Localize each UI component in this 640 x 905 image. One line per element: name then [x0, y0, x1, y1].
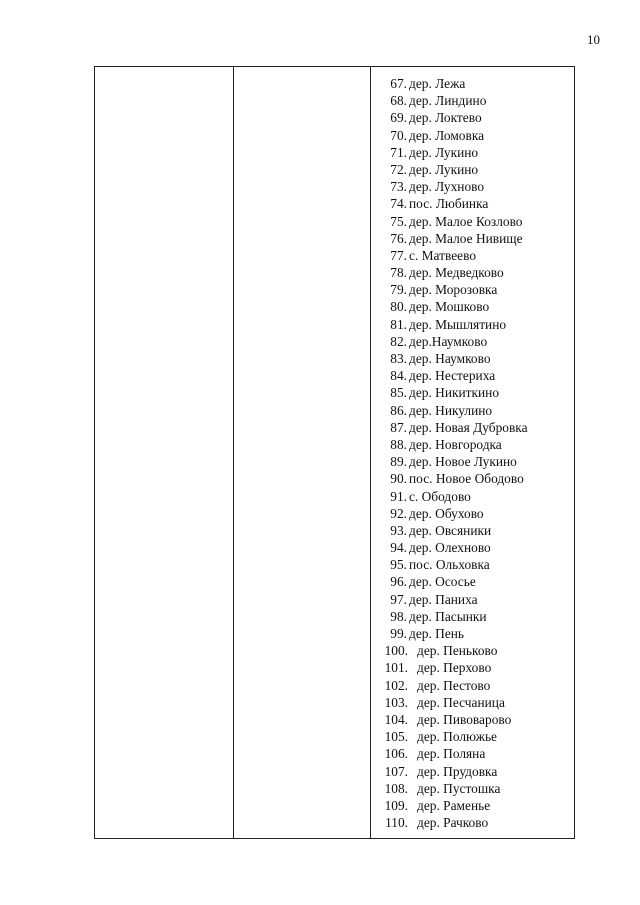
settlement-name: дер. Морозовка [409, 282, 498, 298]
settlement-list [371, 75, 574, 831]
column-divider [233, 67, 234, 838]
settlement-name: дер. Локтево [409, 110, 482, 126]
settlement-name: дер. Новое Лукино [409, 454, 517, 470]
item-number: 93. [390, 522, 407, 538]
settlement-name: дер. Новая Дубровка [409, 419, 528, 435]
settlement-name: дер. Обухово [409, 505, 484, 521]
list-item [371, 711, 574, 728]
settlements-table [94, 66, 575, 839]
list-item [371, 384, 574, 401]
settlement-name: дер. Никиткино [409, 385, 500, 401]
list-item [371, 109, 574, 126]
item-number: 96. [390, 574, 407, 590]
item-number: 81. [390, 316, 407, 332]
list-item [371, 195, 574, 212]
table-cell-empty-second-column [234, 67, 370, 838]
list-item [371, 728, 574, 745]
settlement-name: дер. Олехново [409, 540, 491, 556]
list-item [371, 522, 574, 539]
item-number: 83. [390, 351, 407, 366]
settlement-name: дер. Ососье [409, 574, 476, 590]
list-item [371, 161, 574, 178]
list-item [371, 694, 574, 711]
settlement-name: дер. Пивоварово [417, 711, 512, 727]
list-item [371, 264, 574, 281]
item-number: 74. [390, 196, 407, 212]
settlement-name: дер. Ломовка [409, 127, 485, 143]
item-number: 82. [390, 333, 407, 349]
item-number: 84. [390, 368, 407, 384]
item-number: 108. [384, 780, 408, 796]
settlement-name: дер. Никулино [409, 402, 493, 418]
list-item [371, 453, 574, 470]
settlement-name: пос. Ольховка [409, 557, 490, 573]
list-item [371, 436, 574, 453]
settlement-name: с. Матвеево [409, 247, 477, 263]
list-item [371, 230, 574, 247]
settlement-name: дер. Малое Козлово [409, 213, 523, 229]
list-item [371, 316, 574, 333]
list-item [371, 625, 574, 642]
settlement-name: дер. Пеньково [417, 643, 498, 659]
settlement-name: дер.Наумково [409, 333, 488, 349]
settlement-name: дер. Полюжье [417, 729, 497, 745]
settlement-name: дер. Лухново [409, 179, 485, 195]
item-number: 76. [390, 230, 407, 246]
settlement-name: дер. Овсяники [409, 522, 492, 538]
list-item [371, 505, 574, 522]
list-item [371, 573, 574, 590]
list-item [371, 144, 574, 161]
item-number: 105. [384, 729, 408, 745]
settlement-name: дер. Пень [409, 626, 465, 641]
list-item [371, 350, 574, 367]
list-item [371, 333, 574, 350]
settlement-name: дер. Пустошка [417, 780, 501, 796]
settlement-name: дер. Малое Нивище [409, 230, 523, 246]
item-number: 110. [385, 815, 408, 831]
item-number: 99. [390, 626, 407, 641]
settlement-name: дер. Мошково [409, 299, 490, 315]
settlement-name: дер. Лукино [409, 144, 479, 160]
settlement-name: дер. Новгородка [409, 436, 502, 452]
item-number: 71. [390, 144, 407, 160]
list-item [371, 677, 574, 694]
item-number: 70. [390, 127, 407, 143]
item-number: 106. [384, 746, 408, 762]
item-number: 80. [390, 299, 407, 315]
list-item [371, 92, 574, 109]
settlement-name: дер. Лежа [409, 76, 466, 91]
item-number: 102. [384, 677, 408, 693]
item-number: 77. [390, 247, 407, 263]
settlement-name: дер. Раменье [417, 797, 491, 813]
item-number: 104. [384, 711, 408, 727]
list-item [371, 659, 574, 676]
item-number: 69. [390, 110, 407, 126]
settlement-name: пос. Любинка [409, 196, 489, 212]
settlement-name: дер. Песчаница [417, 694, 505, 710]
item-number: 85. [390, 385, 407, 401]
list-item [371, 419, 574, 436]
list-item [371, 402, 574, 419]
item-number: 89. [390, 454, 407, 470]
list-item [371, 127, 574, 144]
settlement-name: дер. Наумково [409, 351, 491, 366]
list-item [371, 539, 574, 556]
list-item [371, 488, 574, 505]
list-item [371, 591, 574, 608]
item-number: 67. [390, 76, 407, 91]
list-item [371, 470, 574, 487]
settlement-name: дер. Паниха [409, 591, 478, 607]
item-number: 90. [390, 471, 407, 487]
item-number: 100. [384, 643, 408, 659]
list-item [371, 797, 574, 814]
item-number: 72. [390, 161, 407, 177]
item-number: 78. [390, 265, 407, 281]
list-item [371, 367, 574, 384]
settlement-name: дер. Лукино [409, 161, 479, 177]
list-item [371, 556, 574, 573]
settlement-name: дер. Нестериха [409, 368, 496, 384]
settlement-name: дер. Пасынки [409, 608, 487, 624]
list-item [371, 75, 574, 92]
settlement-name: дер. Линдино [409, 93, 487, 109]
list-item [371, 763, 574, 780]
page-number: 10 [587, 32, 600, 47]
settlement-name: с. Ободово [409, 488, 471, 504]
list-item [371, 281, 574, 298]
item-number: 107. [384, 763, 408, 779]
item-number: 75. [390, 213, 407, 229]
item-number: 103. [384, 694, 408, 710]
settlement-name: дер. Пестово [417, 677, 491, 693]
item-number: 92. [390, 505, 407, 521]
list-item [371, 642, 574, 659]
item-number: 79. [390, 282, 407, 298]
item-number: 101. [384, 660, 408, 676]
item-number: 94. [390, 540, 407, 556]
list-item [371, 780, 574, 797]
settlement-name: дер. Прудовка [417, 763, 498, 779]
settlement-name: дер. Мышлятино [409, 316, 507, 332]
settlement-name: дер. Медведково [409, 265, 504, 281]
item-number: 109. [384, 797, 408, 813]
item-number: 73. [390, 179, 407, 195]
item-number: 95. [390, 557, 407, 573]
settlement-name: дер. Поляна [417, 746, 486, 762]
item-number: 98. [390, 608, 407, 624]
list-item [371, 814, 574, 831]
list-item [371, 247, 574, 264]
settlement-name: дер. Рачково [417, 815, 489, 831]
table-cell-empty-first-column [95, 67, 233, 838]
settlement-name: дер. Перхово [417, 660, 492, 676]
item-number: 87. [390, 419, 407, 435]
list-item [371, 178, 574, 195]
list-item [371, 745, 574, 762]
item-number: 91. [390, 488, 407, 504]
list-item [371, 298, 574, 315]
item-number: 86. [390, 402, 407, 418]
item-number: 88. [390, 436, 407, 452]
list-item [371, 213, 574, 230]
settlement-name: пос. Новое Ободово [409, 471, 524, 487]
item-number: 97. [390, 591, 407, 607]
item-number: 68. [390, 93, 407, 109]
list-item [371, 608, 574, 625]
